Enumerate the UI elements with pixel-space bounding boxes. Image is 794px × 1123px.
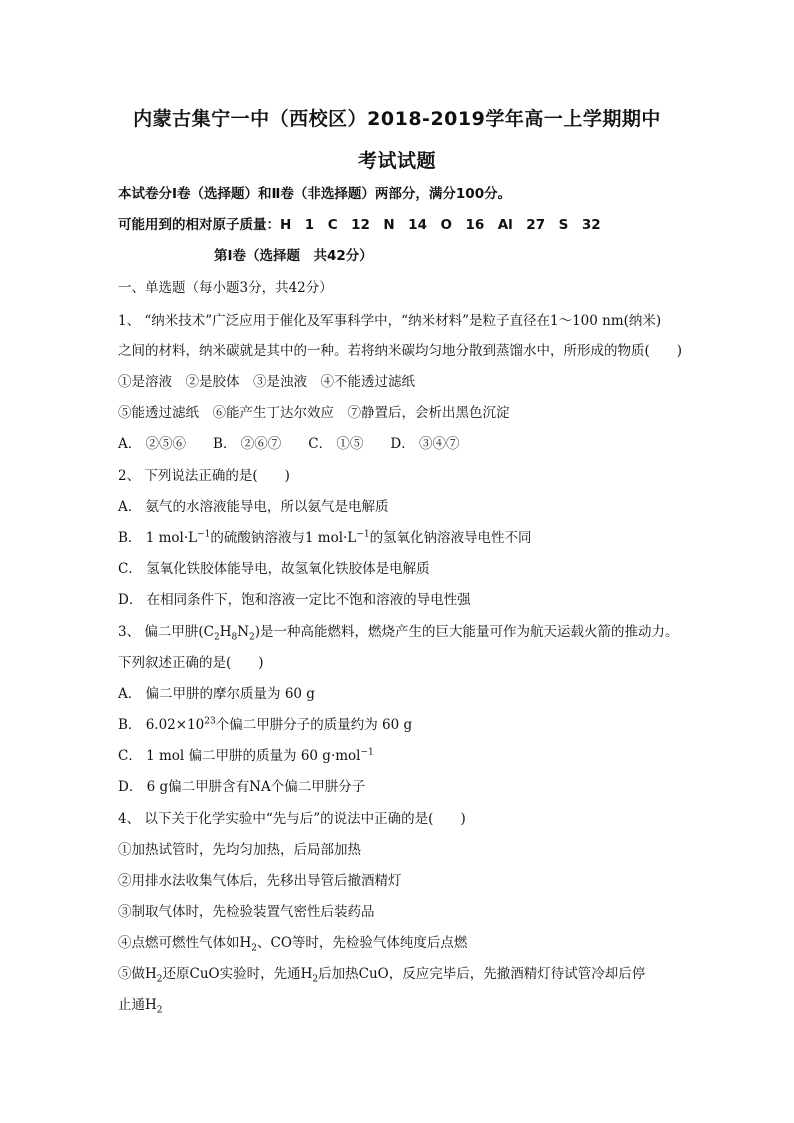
q4-stem: 4、 以下关于化学实验中“先与后”的说法中正确的是( ) xyxy=(118,811,466,827)
q2-option-d: D． 在相同条件下，饱和溶液一定比不饱和溶液的导电性强 xyxy=(118,592,471,608)
q2-option-c: C． 氢氧化铁胶体能导电，故氢氧化铁胶体是电解质 xyxy=(118,561,430,577)
q2-option-b-sup1: −1 xyxy=(197,529,211,540)
q3-option-a: A． 偏二甲肼的摩尔质量为 60 g xyxy=(118,686,315,702)
q4-statement-1: ①加热试管时，先均匀加热，后局部加热 xyxy=(118,842,361,858)
q2-option-a: A． 氨气的水溶液能导电，所以氨气是电解质 xyxy=(118,499,389,515)
q4-s5-sub2: 2 xyxy=(312,974,319,985)
q3-stem-text2: )是一种高能燃料，燃烧产生的巨大能量可作为航天运载火箭的推动力。 xyxy=(254,624,679,640)
q3-option-b xyxy=(118,715,412,735)
exam-intro: 本试卷分Ⅰ卷（选择题）和Ⅱ卷（非选择题）两部分，满分100分。 xyxy=(118,186,512,202)
q4-s5-text2: 还原CuO实验时，先通H xyxy=(162,966,313,982)
q1-stem-line2: 之间的材料，纳米碳就是其中的一种。若将纳米碳均匀地分散到蒸馏水中，所形成的物质( ) xyxy=(118,343,683,359)
q4-s5-line2-sub: 2 xyxy=(156,1005,163,1016)
q3-option-c xyxy=(118,746,374,766)
q3-stem-text1: 3、 偏二甲肼(C xyxy=(118,624,214,640)
q1-statements-line1: ①是溶液 ②是胶体 ③是浊液 ④不能透过滤纸 xyxy=(118,374,415,390)
part1-heading: 第Ⅰ卷（选择题 共42分） xyxy=(214,248,373,264)
q4-statement-3: ③制取气体时，先检验装置气密性后装药品 xyxy=(118,904,375,920)
q2-option-b-text3: 的氢氧化钠溶液导电性不同 xyxy=(369,530,532,546)
q3-stem-line1 xyxy=(118,622,679,642)
exam-title-line1: 内蒙古集宁一中（西校区）2018-2019学年高一上学期期中 xyxy=(133,108,661,130)
q1-stem-line1: 1、 “纳米技术”广泛应用于催化及军事科学中，“纳米材料”是粒子直径在1～100 nm(纳米) xyxy=(118,313,662,329)
q4-statement-5-line2 xyxy=(118,995,163,1015)
section-heading: 一、单选题（每小题3分，共42分） xyxy=(118,280,333,296)
q3-sub3: 2 xyxy=(249,632,255,643)
q4-statement-2: ②用排水法收集气体后，先移出导管后撤酒精灯 xyxy=(118,873,402,889)
q3-option-b-text1: B． 6.02×10 xyxy=(118,717,205,733)
q4-s4-sub: 2 xyxy=(251,943,258,954)
q4-s5-sub1: 2 xyxy=(156,974,163,985)
q4-s4-text1: ④点燃可燃性气体如H xyxy=(118,935,252,951)
q4-statement-5-line1 xyxy=(118,964,645,984)
q3-stem-h: H xyxy=(219,624,232,640)
q1-options: A． ②⑤⑥ B． ②⑥⑦ C． ①⑤ D． ③④⑦ xyxy=(118,436,460,452)
q3-option-c-text: C． 1 mol 偏二甲肼的质量为 60 g·mol xyxy=(118,748,361,764)
q4-statement-4 xyxy=(118,933,467,953)
q3-stem-n: N xyxy=(237,624,250,640)
q3-option-b-sup: 23 xyxy=(204,716,216,727)
q3-sub1: 2 xyxy=(213,632,220,643)
q4-s5-text3: 后加热CuO，反应完毕后，先撤酒精灯待试管冷却后停 xyxy=(318,966,646,982)
q3-option-d: D． 6 g偏二甲肼含有NA个偏二甲肼分子 xyxy=(118,779,366,795)
q2-option-b-sup2: −1 xyxy=(356,529,370,540)
q2-option-b-text2: 的硫酸钠溶液与1 mol·L xyxy=(210,530,357,546)
atomic-masses: 可能用到的相对原子质量：H 1 C 12 N 14 O 16 Al 27 S 32 xyxy=(118,217,601,233)
q4-s5-text1: ⑤做H xyxy=(118,966,157,982)
q2-option-b-text1: B． 1 mol·L xyxy=(118,530,198,546)
q2-option-b xyxy=(118,528,532,548)
q2-stem: 2、 下列说法正确的是( ) xyxy=(118,468,290,484)
q3-option-b-text2: 个偏二甲肼分子的质量约为 60 g xyxy=(215,717,413,733)
q4-s5-line2-text: 止通H xyxy=(118,997,157,1013)
q3-option-c-sup: −1 xyxy=(360,747,374,758)
q3-sub2: 8 xyxy=(231,632,238,643)
q3-stem-line2: 下列叙述正确的是( ) xyxy=(118,655,264,671)
q4-s4-text2: 、CO等时，先检验气体纯度后点燃 xyxy=(257,935,468,951)
q1-statements-line2: ⑤能透过滤纸 ⑥能产生丁达尔效应 ⑦静置后，会析出黑色沉淀 xyxy=(118,405,510,421)
exam-title-line2: 考试试题 xyxy=(357,150,436,172)
